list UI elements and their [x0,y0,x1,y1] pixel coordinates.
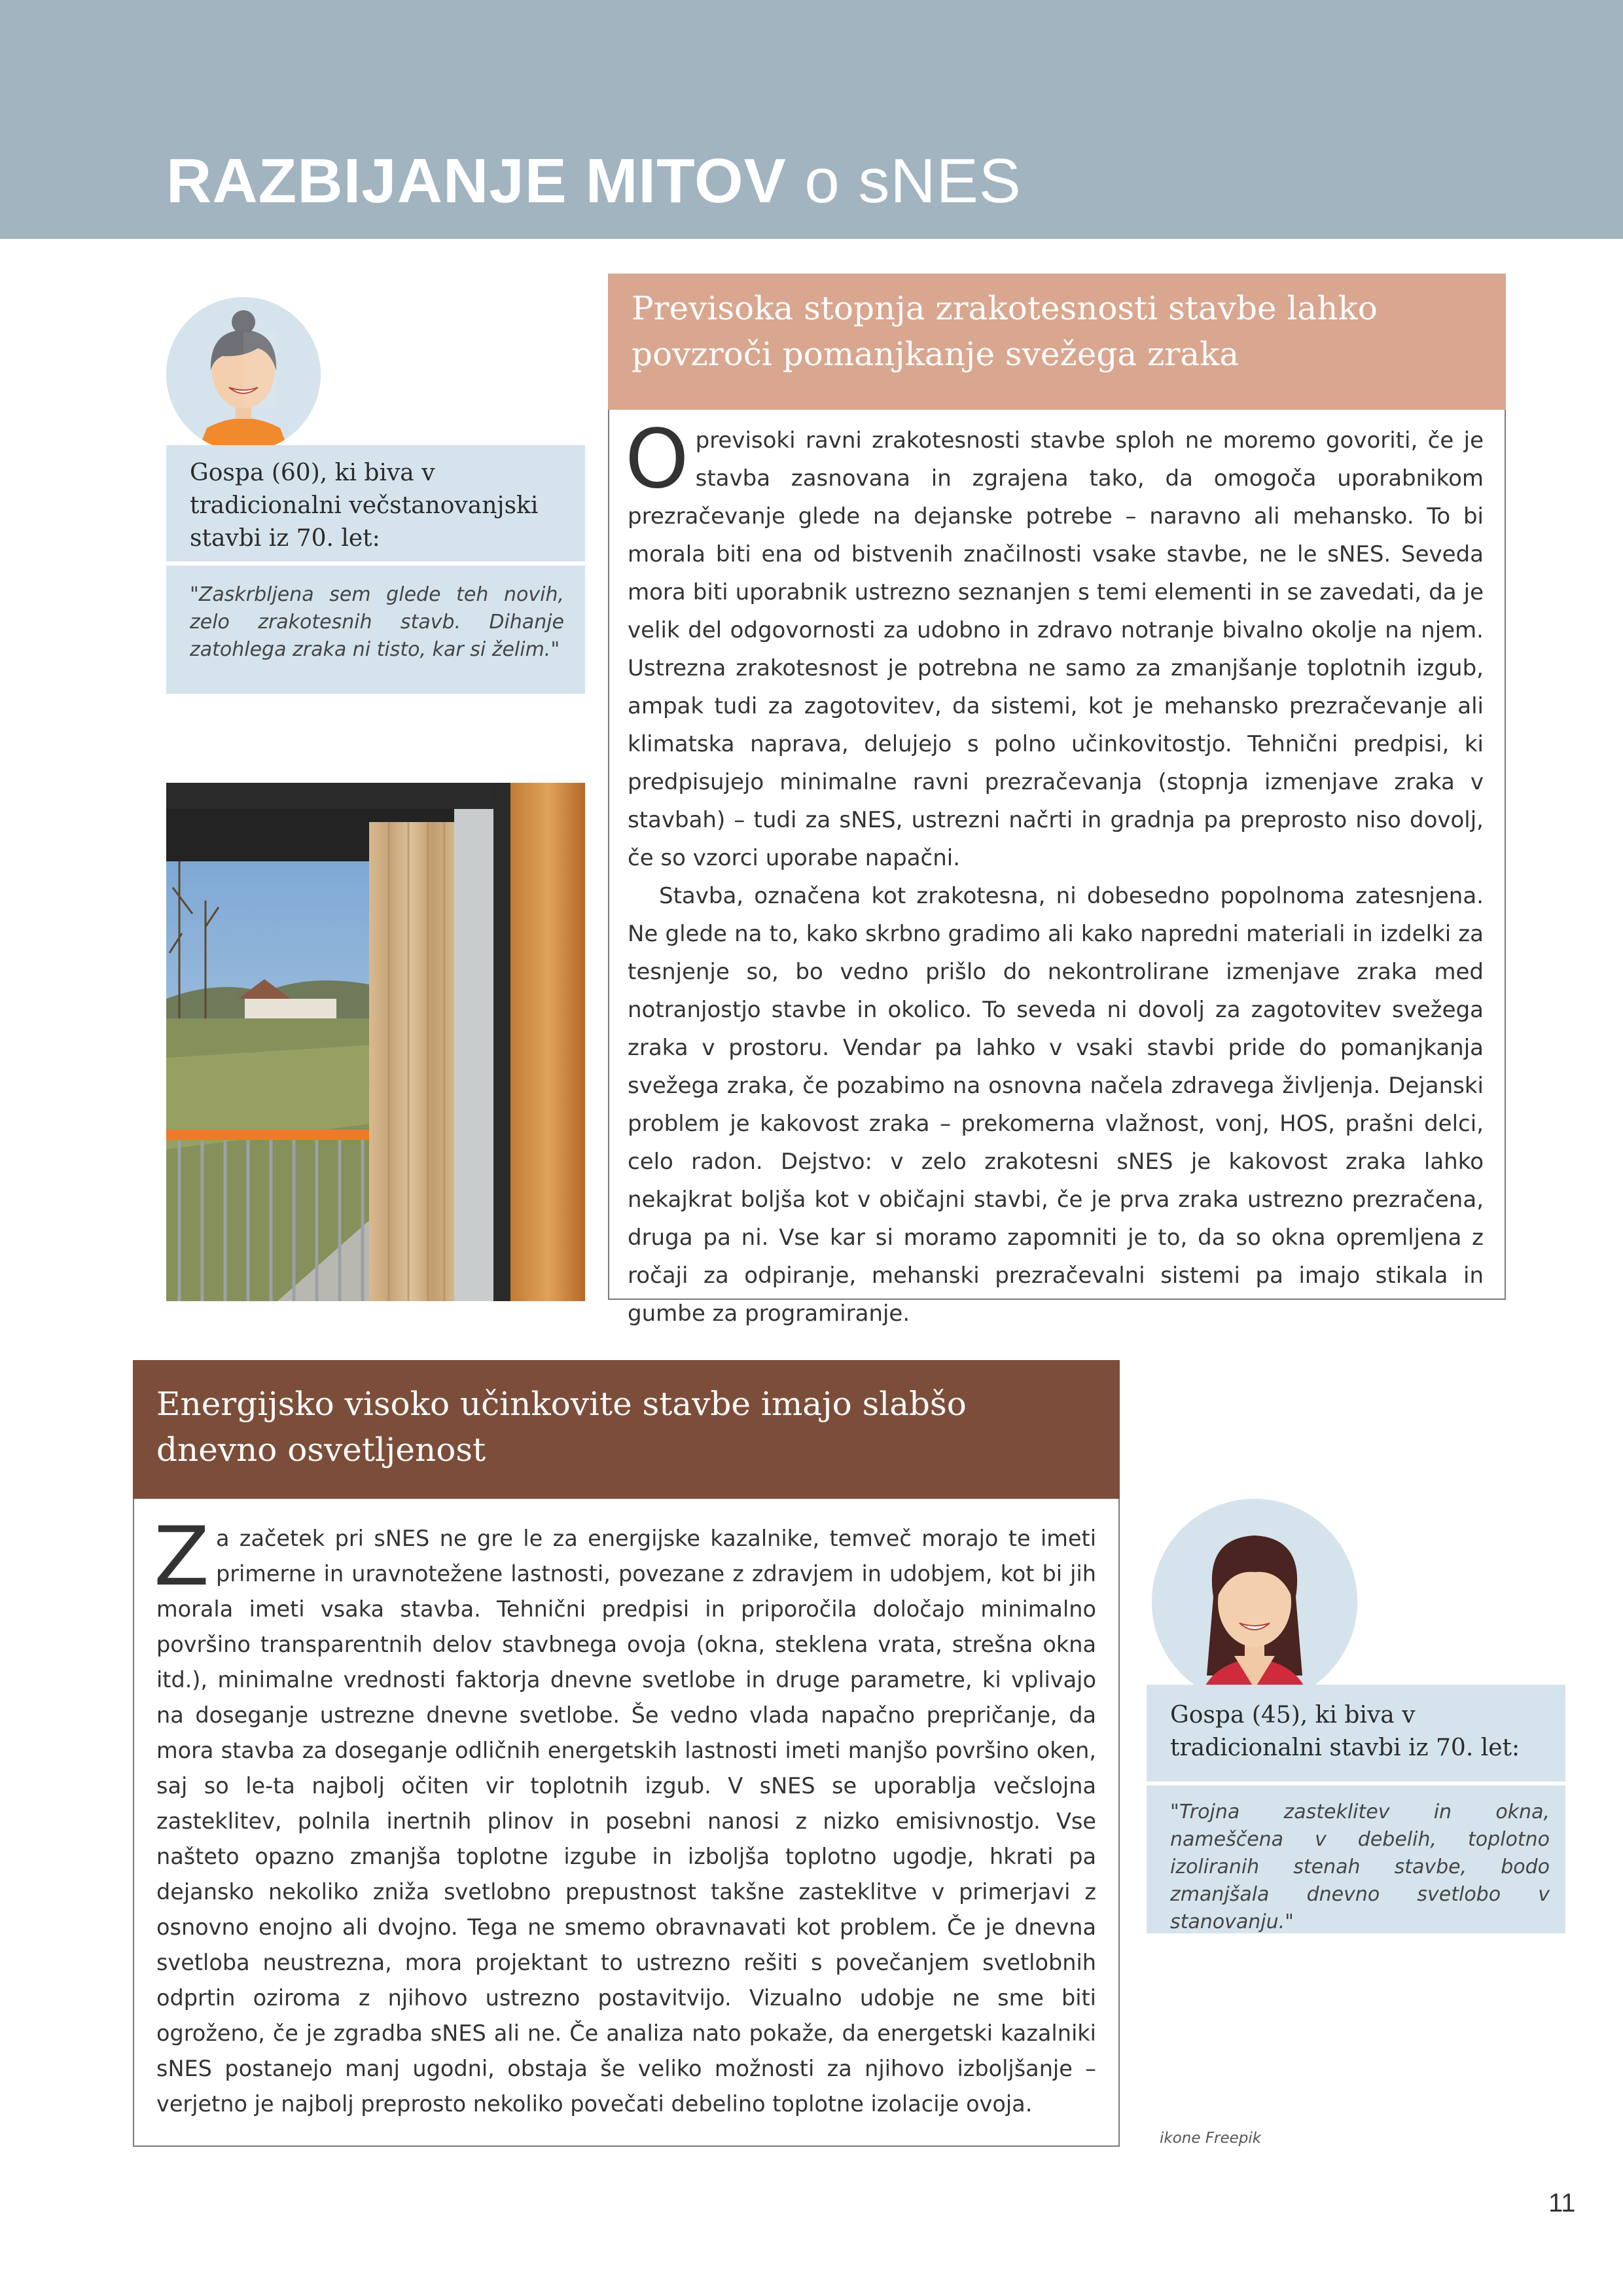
myth2-title: Energijsko visoko učinkovite stavbe imajo slabšo dnevno osvetljenost [156,1385,967,1469]
persona1-name: Gospa (60), ki biva v tradicionalni večstanovanjski stavbi iz 70. let: [190,459,539,552]
myth1-body [625,412,1484,1333]
persona2-avatar [1152,1499,1357,1704]
page-title-bold: RAZBIJANJE MITOV [166,146,787,216]
older-woman-icon [166,297,321,452]
persona2-name: Gospa (45), ki biva v tradicionalni stavbi iz 70. let: [1170,1702,1520,1761]
younger-woman-icon [1152,1499,1357,1704]
myth2-body [154,1510,1096,2122]
page-title [166,145,1022,217]
myth1-header [608,274,1506,410]
persona2-quote-panel [1147,1785,1565,1933]
persona2-name-panel [1147,1685,1565,1782]
persona2-quote: "Trojna zasteklitev in okna, nameščena v debelih, toplotno izoliranih stenah stavbe, bodo zmanjšala dnevno svetlobo v stanovanju." [1170,1801,1550,1933]
myth1-paragraph-1 [625,412,1484,877]
page-title-light: o sNES [804,146,1022,216]
myth2-dropcap: Z [154,1510,209,1604]
myth1-title: Previsoka stopnja zrakotesnosti stavbe lahko povzroči pomanjkanje svežega zraka [632,289,1378,373]
window-photo [166,783,585,1301]
window-view-image [166,783,585,1301]
persona1-avatar [166,297,321,452]
myth1-paragraph-2: Stavba, označena kot zrakotesna, ni dobesedno popolnoma zatesnjena. Ne glede na to, kako skrbno gradimo ali kako napredni materiali in izdelki za tesnjenje so, bo vedno prišlo do nekontrolirane izmenjave zraka med notranjostjo stavbe in okolico. To seveda ni dovolj za zagotovitev svežega zraka v prostoru. Vendar pa lahko v vsaki stavbi pride do pomanjkanja svežega zraka, če pozabimo na osnovna načela zdravega življenja. Dejanski problem je kakovost zraka – prekomerna vlažnost, vonj, HOS, prašni delci, celo radon. Dejstvo: v zelo zrakotesni sNES je kakovost zraka lahko nekajkrat boljša kot v običajni stavbi, če je prva zraka ustrezno prezračena, druga pa ni. Vse kar si moramo zapomniti je to, da so okna opremljena z ročaji za odpiranje, mehanski prezračevalni sistemi pa imajo stikala in gumbe za programiranje. [628,883,1484,1327]
persona1-quote: "Zaskrbljena sem glede teh novih, zelo zrakotesnih stavb. Dihanje zatohlega zraka ni tisto, kar si želim." [190,583,564,661]
myth2-paragraph [154,1510,1096,2122]
icon-credit: ikone Freepik [1160,2130,1262,2147]
myth1-dropcap: O [625,412,689,507]
myth1-paragraph-1-text: previsoki ravni zrakotesnosti stavbe sploh ne moremo govoriti, če je stavba zasnovana in zgrajena tako, da omogoča uporabnikom prezračevanje glede na dejanske potrebe – naravno ali mehansko. To bi morala biti ena od bistvenih značilnosti vsake stavbe, ne le sNES. Seveda mora biti uporabnik ustrezno seznanjen s temi elementi in se zavedati, da je velik del odgovornosti za udobno in zdravo notranje bivalno okolje na njem. Ustrezna zrakotesnost je potrebna ne samo za zmanjšanje toplotnih izgub, ampak tudi za zagotovitev, da sistemi, kot je mehansko prezračevanje ali klimatska naprava, delujejo s polno učinkovitostjo. Tehnični predpisi, ki predpisujejo minimalne ravni prezračevanja (stopnja izmenjave zraka v stavbah) – tudi za sNES, ustrezni načrti in gradnja pa preprosto niso dovolj, če so vzorci uporabe napačni. [628,427,1484,871]
page-number: 11 [1548,2189,1576,2217]
myth2-paragraph-text: a začetek pri sNES ne gre le za energijske kazalnike, temveč morajo te imeti primerne in uravnotežene lastnosti, povezane z zdravjem in udobjem, kot bi jih morala imeti vsaka stavba. Tehnični predpisi in priporočila določajo minimalno površino transparentnih delov stavbnega ovoja (okna, steklena vrata, strešna okna itd.), minimalne vrednosti faktorja dnevne svetlobe in druge parametre, ki vplivajo na doseganje ustrezne dnevne svetlobe. Še vedno vlada napačno prepričanje, da mora stavba za doseganje odličnih energetskih lastnosti imeti manjšo površino oken, saj so le-ta najbolj očiten vir toplotnih izgub. V sNES se uporablja večslojna zasteklitev, polnila inertnih plinov in posebni nanosi z nizko emisivnostjo. Vse našteto opazno zmanjša toplotne izgube in izboljša toplotno ugodje, hkrati pa dejansko nekoliko zniža svetlobno prepustnost takšne zasteklitve v primerjavi z osnovno enojno ali dvojno. Tega ne smemo obravnavati kot problem. Če je dnevna svetloba neustrezna, mora projektant to ustrezno rešiti s povečanjem svetlobnih odprtin oziroma z njihovo ustrezno postavitvijo. Vizualno udobje ne sme biti ogroženo, če je zgradba sNES ali ne. Če analiza nato pokaže, da energetski kazalniki sNES postanejo manj ugodni, obstaja še veliko možnosti za njihovo izboljšanje – verjetno je najbolj preprosto nekoliko povečati debelino toplotne izolacije ovoja. [156,1526,1096,2117]
persona1-name-panel [166,445,585,562]
myth2-header [133,1360,1120,1499]
persona1-quote-panel [166,565,585,694]
